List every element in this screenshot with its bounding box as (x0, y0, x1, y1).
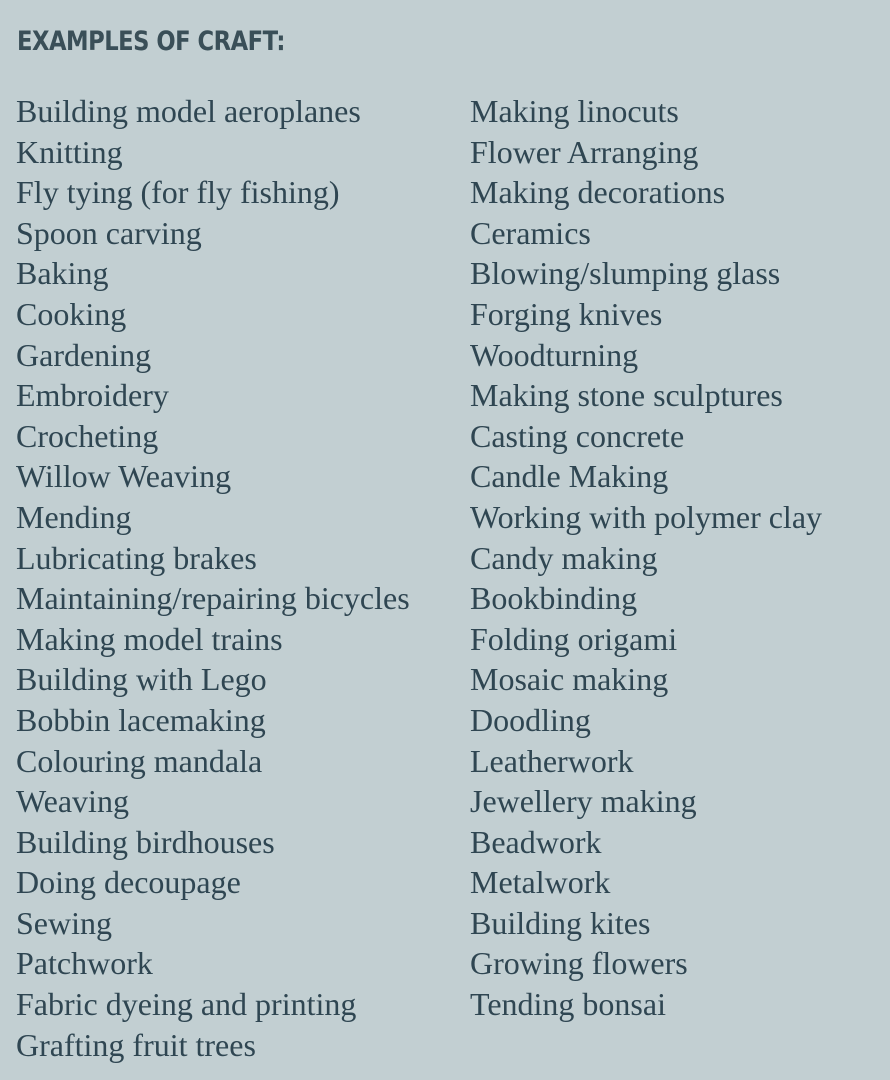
craft-item: Maintaining/repairing bicycles (16, 580, 410, 617)
craft-item: Doodling (470, 701, 591, 738)
craft-item: Beadwork (470, 823, 602, 860)
craft-item: Blowing/slumping glass (470, 255, 781, 292)
craft-item: Colouring mandala (16, 742, 263, 779)
craft-item: Fly tying (for fly fishing) (16, 174, 340, 211)
craft-item: Weaving (16, 783, 129, 820)
craft-item: Leatherwork (470, 742, 634, 779)
craft-item: Casting concrete (470, 417, 685, 454)
craft-item: Lubricating brakes (16, 539, 257, 576)
craft-item: Doing decoupage (16, 864, 241, 901)
craft-item: Forging knives (470, 295, 663, 332)
craft-list-right (470, 91, 822, 1025)
craft-item: Spoon carving (16, 214, 202, 251)
craft-item: Making linocuts (470, 93, 679, 129)
craft-item: Patchwork (16, 945, 153, 982)
craft-item: Working with polymer clay (470, 498, 823, 535)
craft-item: Grafting fruit trees (16, 1026, 256, 1063)
craft-item: Embroidery (16, 377, 169, 414)
craft-item: Building kites (470, 904, 651, 941)
craft-item: Building model aeroplanes (16, 93, 361, 129)
craft-item: Candle Making (470, 458, 669, 495)
craft-item: Making stone sculptures (470, 377, 783, 414)
craft-item: Growing flowers (470, 945, 688, 982)
panel-heading: EXAMPLES OF CRAFT: (17, 26, 285, 57)
craft-item: Folding origami (470, 620, 678, 657)
craft-item: Tending bonsai (470, 986, 666, 1023)
craft-item: Knitting (16, 133, 123, 170)
craft-item: Fabric dyeing and printing (16, 986, 357, 1023)
craft-item: Making model trains (16, 620, 283, 657)
craft-item: Gardening (16, 336, 152, 373)
craft-item: Crocheting (16, 417, 159, 454)
craft-item: Building birdhouses (16, 823, 275, 860)
craft-item: Mosaic making (470, 661, 669, 698)
craft-item: Cooking (16, 295, 127, 332)
craft-item: Flower Arranging (470, 133, 699, 170)
craft-item: Bookbinding (470, 580, 638, 617)
craft-list-left (16, 91, 410, 1065)
craft-item: Candy making (470, 539, 658, 576)
craft-item: Baking (16, 255, 109, 292)
craft-item: Jewellery making (470, 783, 697, 820)
craft-item: Sewing (16, 904, 112, 941)
craft-item: Metalwork (470, 864, 611, 901)
craft-item: Bobbin lacemaking (16, 701, 266, 738)
craft-item: Making decorations (470, 174, 726, 211)
craft-item: Mending (16, 498, 132, 535)
craft-item: Building with Lego (16, 661, 267, 698)
craft-item: Woodturning (470, 336, 639, 373)
craft-item: Ceramics (470, 214, 591, 251)
craft-item: Willow Weaving (16, 458, 232, 495)
